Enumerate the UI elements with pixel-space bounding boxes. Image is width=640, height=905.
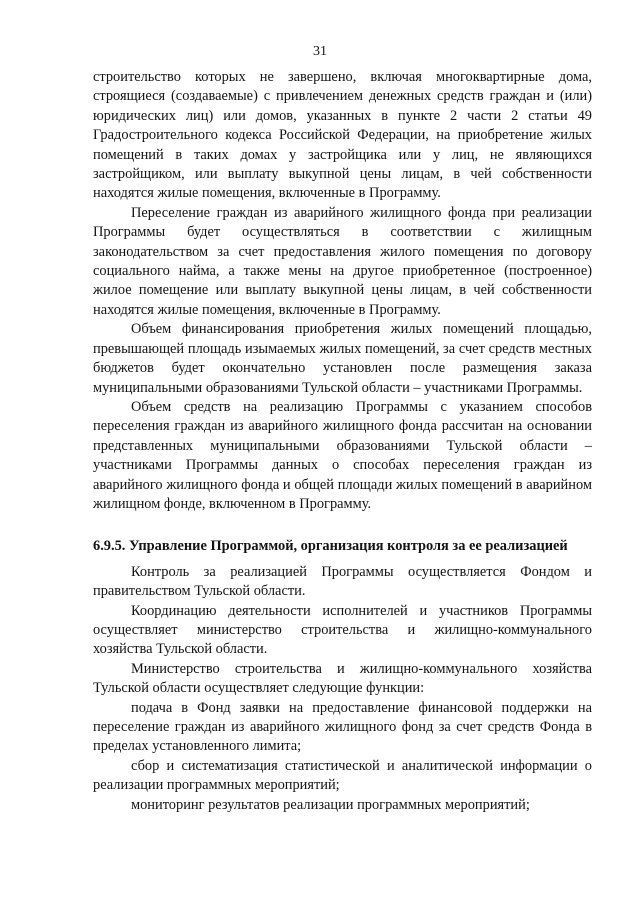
paragraph-4: Объем средств на реализацию Программы с указанием способов переселения граждан из аварийного жилищного фонда рассчитан на основании представленных муниципальными образованиями Тульской области – участниками Программы данных о способах переселения граждан из аварийного жилищного фонда и общей площади жилых помещений в аварийном жилищном фонде, включенном в Программу. [93, 398, 592, 512]
function-item-2: сбор и систематизация статистической и аналитической информации о реализации программных мероприятий; [93, 757, 592, 794]
document-body [93, 68, 592, 815]
paragraph-7: Министерство строительства и жилищно-коммунального хозяйства Тульской области осуществляет следующие функции: [93, 660, 592, 697]
function-item-1: подача в Фонд заявки на предоставление финансовой поддержки на переселение граждан из аварийного жилищного фонд за счет средств Фонда в пределах установленного лимита; [93, 699, 592, 755]
paragraph-6: Координацию деятельности исполнителей и участников Программы осуществляет министерство строительства и жилищно-коммунального хозяйства Тульской области. [93, 602, 592, 658]
paragraph-5: Контроль за реализацией Программы осуществляется Фондом и правительством Тульской области. [93, 563, 592, 600]
function-item-3: мониторинг результатов реализации программных мероприятий; [131, 796, 530, 813]
paragraph-1: строительство которых не завершено, включая многоквартирные дома, строящиеся (создаваемые) с привлечением денежных средств граждан и (или) юридических лиц) или домов, указанных в пункте 2 части 2 статьи 49 Градостроительного кодекса Российской Федерации, на приобретение жилых помещений в таких домах у застройщика или у лиц, не являющихся застройщиком, или выплату выкупной цены лицам, в чей собственности находятся жилые помещения, включенные в Программу. [93, 69, 592, 202]
section-heading: 6.9.5. Управление Программой, организация контроля за ее реализацией [93, 538, 568, 555]
paragraph-2: Переселение граждан из аварийного жилищного фонда при реализации Программы будет осуществляться в соответствии с жилищным законодательством за счет предоставления жилого помещения по договору социального найма, а также мены на другое приобретенное (построенное) жилое помещение или выплату выкупной цены лицам, в чей собственности находятся жилые помещения, включенные в Программу. [93, 204, 592, 318]
paragraph-3: Объем финансирования приобретения жилых помещений площадью, превышающей площадь изымаемых жилых помещений, за счет средств местных бюджетов будет окончательно установлен после размещения заказа муниципальными образованиями Тульской области – участниками Программы. [93, 321, 592, 396]
page-number: 31 [313, 44, 327, 59]
